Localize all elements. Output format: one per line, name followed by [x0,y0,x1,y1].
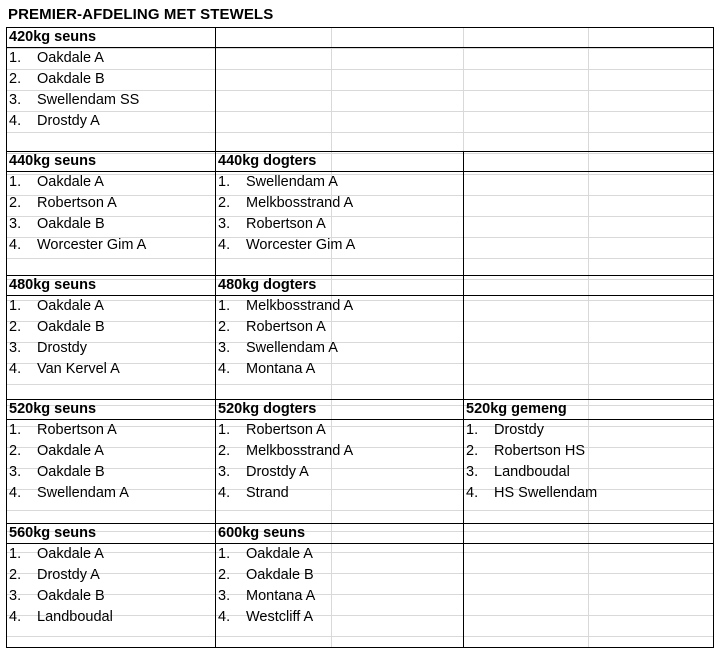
division-heading: 520kg dogters [218,401,317,417]
division-block [9,401,212,506]
team-name: Oakdale A [37,174,104,190]
rank-number: 3. [218,588,231,604]
team-name: Robertson A [246,422,326,438]
ranking-entry [9,50,104,66]
team-name: Oakdale B [37,216,105,232]
team-name: Robertson A [37,422,117,438]
ranking-entry [9,546,104,562]
division-block [9,29,212,134]
team-name: Swellendam A [246,340,338,356]
team-name: Oakdale B [246,567,314,583]
division-heading: 520kg gemeng [466,401,567,417]
ranking-entry [9,113,100,129]
ranking-entry [218,237,355,253]
border-line [215,151,216,275]
rank-number: 3. [218,216,231,232]
rank-number: 2. [466,443,479,459]
ranking-entry [218,464,309,480]
border-line [463,275,464,399]
rank-number: 1. [9,50,22,66]
rank-number: 2. [9,195,22,211]
border-line [6,27,714,28]
ranking-entry [9,195,117,211]
rank-number: 3. [9,92,22,108]
team-name: Drostdy A [37,567,100,583]
rank-number: 2. [9,319,22,335]
division-heading: 480kg seuns [9,277,97,293]
rank-number: 2. [218,443,231,459]
rank-number: 4. [9,485,22,501]
team-name: Worcester Gim A [246,237,356,253]
gridline [6,384,713,385]
division-block [218,153,460,258]
team-name: Swellendam A [37,485,129,501]
team-name: Robertson A [246,319,326,335]
team-name: Oakdale A [37,298,104,314]
team-name: Robertson A [246,216,326,232]
ranking-entry [218,216,326,232]
ranking-entry [466,485,597,501]
team-name: Swellendam SS [37,92,140,108]
team-name: Oakdale B [37,71,105,87]
rank-number: 4. [9,237,22,253]
rank-number: 4. [9,361,22,377]
team-name: Drostdy [494,422,544,438]
rank-number: 2. [218,319,231,335]
team-name: Oakdale A [37,443,104,459]
division-heading: 520kg seuns [9,401,97,417]
team-name: Landboudal [37,609,113,625]
ranking-entry [466,443,585,459]
division-block [218,277,460,382]
ranking-entry [218,443,353,459]
rank-number: 4. [218,485,231,501]
division-block [9,153,212,258]
ranking-entry [218,609,313,625]
team-name: Robertson HS [494,443,586,459]
team-name: Montana A [246,588,316,604]
border-line [215,27,216,151]
border-line [6,647,714,648]
ranking-entry [218,361,315,377]
division-heading: 440kg seuns [9,153,97,169]
ranking-entry [218,174,338,190]
ranking-entry [9,298,104,314]
ranking-entry [9,422,117,438]
rank-number: 2. [9,71,22,87]
ranking-entry [9,567,100,583]
rank-number: 3. [218,340,231,356]
ranking-entry [218,298,353,314]
ranking-entry [218,567,314,583]
division-block [9,525,212,630]
rank-number: 1. [466,422,479,438]
team-name: Strand [246,485,289,501]
ranking-entry [218,319,326,335]
ranking-entry [9,216,105,232]
gridline [588,27,589,647]
border-line [6,399,714,400]
rank-number: 1. [9,422,22,438]
division-block [218,525,460,630]
division-block [9,277,212,382]
border-line [6,151,714,152]
ranking-entry [9,340,87,356]
rank-number: 4. [9,113,22,129]
team-name: Oakdale A [37,50,104,66]
rank-number: 4. [466,485,479,501]
rank-number: 1. [218,422,231,438]
rank-number: 3. [218,464,231,480]
team-name: Worcester Gim A [37,237,147,253]
ranking-entry [9,609,113,625]
division-heading: 420kg seuns [9,29,97,45]
ranking-entry [218,485,289,501]
ranking-entry [218,195,353,211]
border-line [215,399,216,523]
border-line [215,275,216,399]
rank-number: 4. [218,361,231,377]
ranking-entry [218,588,315,604]
ranking-entry [9,588,105,604]
team-name: Landboudal [494,464,570,480]
team-name: Oakdale B [37,464,105,480]
team-name: Oakdale B [37,588,105,604]
ranking-entry [9,319,105,335]
rank-number: 2. [9,443,22,459]
ranking-entry [218,546,313,562]
border-line [215,523,216,647]
rank-number: 2. [218,195,231,211]
team-name: Robertson A [37,195,117,211]
gridline [6,510,713,511]
border-line [463,523,464,647]
team-name: Oakdale A [246,546,313,562]
division-block [218,401,460,506]
division-block [466,401,710,506]
ranking-entry [218,340,338,356]
team-name: Montana A [246,361,316,377]
gridline [6,636,713,637]
border-line [6,27,7,647]
team-name: Melkbosstrand A [246,195,354,211]
rank-number: 4. [218,237,231,253]
border-line [6,523,714,524]
team-name: Oakdale A [37,546,104,562]
team-name: Drostdy [37,340,87,356]
team-name: HS Swellendam [494,485,598,501]
rank-number: 3. [9,216,22,232]
rank-number: 4. [218,609,231,625]
rank-number: 1. [9,546,22,562]
team-name: Drostdy A [37,113,100,129]
team-name: Swellendam A [246,174,338,190]
ranking-entry [9,361,120,377]
gridline [6,258,713,259]
rank-number: 1. [218,174,231,190]
division-heading: 600kg seuns [218,525,306,541]
ranking-entry [9,443,104,459]
rank-number: 1. [9,174,22,190]
border-line [463,151,464,275]
ranking-entry [9,464,105,480]
rank-number: 3. [9,464,22,480]
border-line [6,275,714,276]
rank-number: 2. [218,567,231,583]
team-name: Melkbosstrand A [246,443,354,459]
ranking-entry [9,485,129,501]
team-name: Westcliff A [246,609,314,625]
ranking-entry [218,422,326,438]
team-name: Oakdale B [37,319,105,335]
team-name: Drostdy A [246,464,309,480]
rank-number: 1. [218,298,231,314]
division-heading: 480kg dogters [218,277,317,293]
rank-number: 4. [9,609,22,625]
team-name: Melkbosstrand A [246,298,354,314]
ranking-entry [9,174,104,190]
rank-number: 3. [9,588,22,604]
border-line [713,27,714,647]
ranking-entry [9,71,105,87]
rank-number: 2. [9,567,22,583]
ranking-entry [466,464,570,480]
rank-number: 3. [466,464,479,480]
division-heading: 560kg seuns [9,525,97,541]
rank-number: 1. [9,298,22,314]
sheet-title: PREMIER-AFDELING MET STEWELS [8,6,274,23]
rank-number: 1. [218,546,231,562]
ranking-entry [9,92,139,108]
division-heading: 440kg dogters [218,153,317,169]
ranking-entry [466,422,544,438]
rank-number: 3. [9,340,22,356]
border-line [463,399,464,523]
ranking-entry [9,237,146,253]
team-name: Van Kervel A [37,361,120,377]
